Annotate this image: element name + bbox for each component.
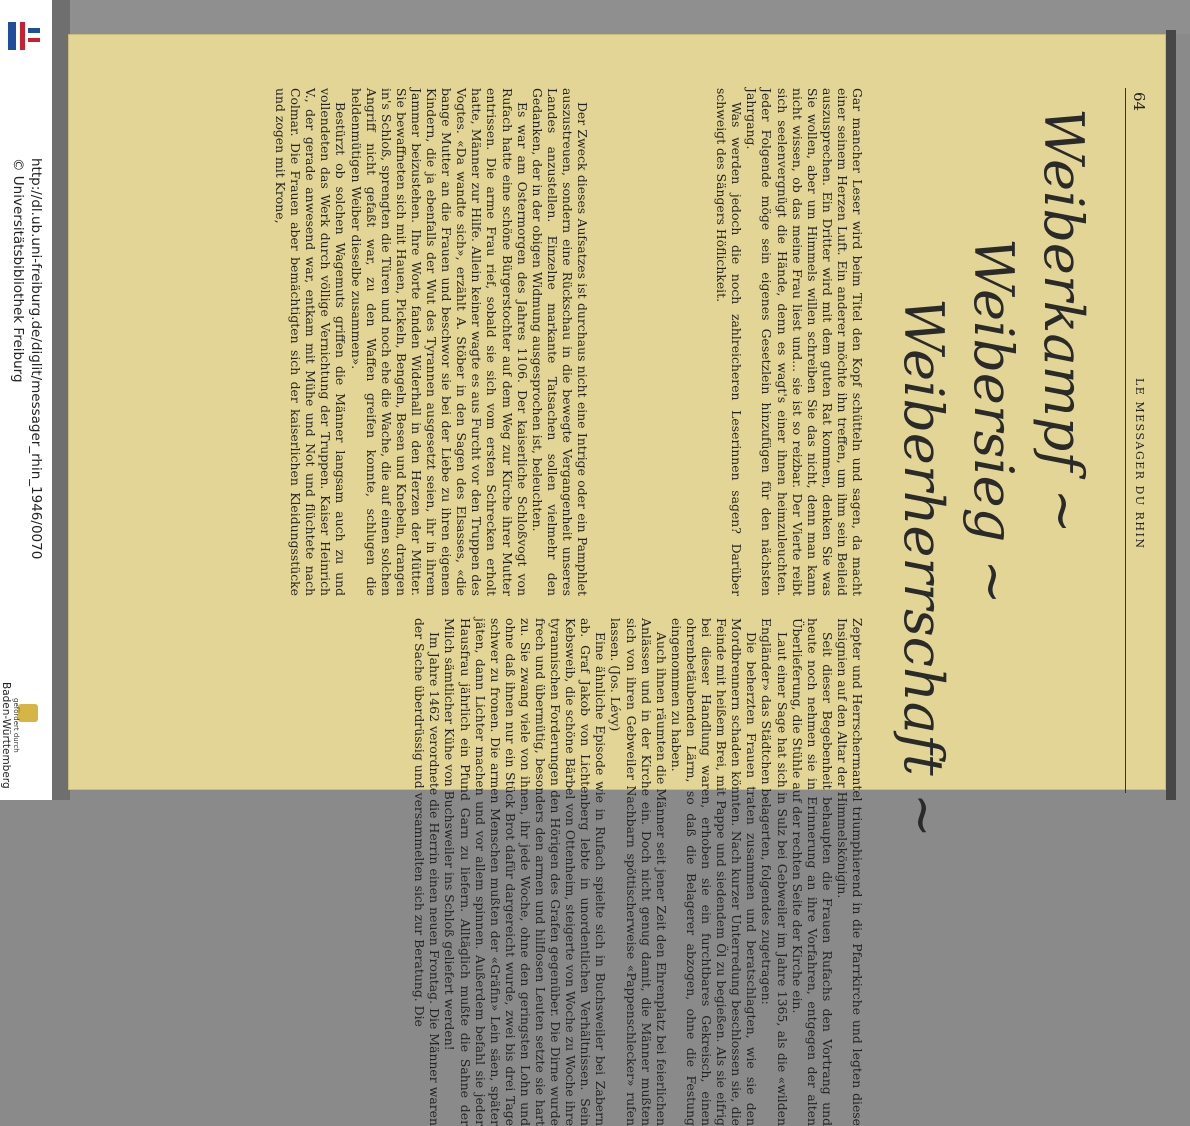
- paragraph: Was werden jedoch die noch zahlreicheren Leserinnen sagen? Darüber schweigt des Sängers Höflichkeit.: [714, 88, 745, 596]
- page-number: 64: [1130, 92, 1148, 112]
- page-edge-shadow: [1166, 30, 1176, 800]
- paragraph: Bestürzt ob solchen Wagemuts griffen die Männer langsam auch zu und vollendeten das Werk durch völlige Vernichtung der Truppen. Kaiser Heinrich V., der gerade anwesend war, entkam mit Mühe und Not und flüchtete nach Colmar. Die Frauen aber bemächtigten sich der kaiserlichen Kleidungsstücke und zogen mit Krone,: [273, 88, 349, 596]
- funding-state-name: Baden-Württemberg: [0, 682, 12, 789]
- source-url-link[interactable]: http://dl.ub.uni-freiburg.de/diglit/messager_rhin_1946/0070: [28, 158, 44, 560]
- paragraph: Der Zweck dieses Aufsatzes ist durchaus nicht eine Intrige oder ein Pamphlet auszustreuen, sondern eine Rückschau in die bewegte Vergangenheit unseres Landes anzustellen. Einzelne markante Tatsachen sollen vielmehr den Gedanken, der in der obigen Widmung ausgesprochen ist, beleuchten.: [529, 88, 590, 596]
- paragraph: Auch ihnen räumten die Männer seit jener Zeit den Ehrenplatz bei feierlichen Anlässen und in der Kirche ein. Doch nicht genug damit, die Männer mußten sich von ihren Gebweiler Nachbarn spöttischerweise «Pappenschlecker» rufen lassen. (Jos. Lévy): [608, 618, 669, 1126]
- running-header: [1125, 88, 1150, 793]
- text-column-3: [412, 618, 865, 1126]
- viewer-sidebar: [0, 0, 52, 800]
- paragraph: Laut einer Sage hat sich in Sulz bei Gebweiler im Jahre 1365, als die «wilden Engländer» das Städtchen belagerten, folgendes zugetragen:: [759, 618, 790, 1126]
- state-crest-icon: [18, 704, 38, 722]
- paragraph: Zepter und Herrschermantel triumphierend in die Pfarrkirche und legten diese Insignien auf den Altar der Himmelskönigin.: [834, 618, 865, 1126]
- text-column-1: [714, 88, 865, 596]
- paragraph: Seit dieser Begebenheit behaupten die Frauen Rufachs den Vortrang und heute noch nehmen sie in Erinnerung an ihre Vorfahren, entgegen der alten Überlieferung, die Stühle auf der rechten Seite der Kirche ein.: [789, 618, 835, 1126]
- paragraph: Es war am Ostermorgen des Jahres 1106. Der kaiserliche Schloßvogt von Rufach hatte eine schöne Bürgerstochter auf dem Weg zur Kirche ihrer Mutter entrissen. Die arme Frau rief, sobald sie sich vom ersten Schrecken erholt hatte, Männer zur Hilfe. Allein keiner wagte es aus Furcht vor den Truppen des Vogtes. «Da wandte sich», erzählt A. Stöber in den Sagen des Elsasses, «die bange Mutter an die Frauen und beschwor sie bei der Liebe zu ihren eigenen Kindern, die ja ebenfalls der Wut des Tyrannen ausgesetzt seien, ihr in ihrem Jammer beizustehen. Ihre Worte fanden Widerhall in den Herzen der Mütter. Sie bewaffneten sich mit Hauen, Pickeln, Bengeln, Besen und Knebeln, drangen in's Schloß, sprengten die Türen und noch ehe die Wache, die auf einen solchen Angriff nicht gefaßt war, zu den Waffen greifen konnte, schlugen die heldenmütigen Weiber dieselbe zusammen».: [348, 88, 530, 596]
- scanner-background-top: [52, 0, 1190, 34]
- library-logo-icon[interactable]: [2, 22, 40, 50]
- article-title-line-2: Weibersieg ~: [962, 238, 1025, 605]
- copyright-text: © Universitätsbibliothek Freiburg: [10, 158, 26, 383]
- paragraph: Eine ähnliche Episode wie in Rufach spielte sich in Buchsweiler bei Zabern ab. Graf Jakob von Lichtenberg lebte in unordentlichen Verhältnissen. Sein Kebsweib, die schöne Bärbel von Ottenheim, steigerte von Woche zu Woche ihre tyrannischen Forderungen den Hörigen des Grafen gegenüber. Die Dirne wurde frech und übermütig, besonders den armen und hilflosen Leuten setzte sie hart zu. Sie zwang viele von ihnen, ihr jede Woche, ohne den geringsten Lohn und ohne daß ihnen nur ein Stück Brot dafür dargereicht wurde, zwei bis drei Tage schwer zu fronen. Die armen Menschen mußten der «Gräfin» Lein säen, später jäten, dann Lichter machen und vor allem spinnen. Außerdem befahl sie jeder Hausfrau jährlich ein Pfund Garn zu liefern. Alltäglich mußte die Sahne der Milch sämtlicher Kühe von Buchsweiler ins Schloß geliefert werden!: [442, 618, 609, 1126]
- article-title-line-1: Weiberkampf ~: [1032, 108, 1095, 534]
- journal-title: LE MESSAGER DU RHIN: [1133, 378, 1146, 550]
- funding-label: gefördert durch: [12, 698, 20, 753]
- text-column-2: [273, 88, 590, 596]
- article-title-line-3: Weiberherrschaft ~: [892, 298, 955, 839]
- paragraph: Die beherzten Frauen traten zusammen und beratschlagten, wie sie den Mordbrennern schaden könnten. Nach kurzer Unterredung beschlossen sie, die Feinde mit heißem Brei, mit Pappe und siedendem Öl zu begießen. Als sie eifrig bei dieser Handlung waren, erhoben sie ein furchtbares Gekreisch, einen ohrenbetäubenden Lärm, so daß die Belagerer abzogen, ohne die Festung eingenommen zu haben.: [668, 618, 760, 1126]
- paragraph: Gar mancher Leser wird beim Titel den Kopf schütteln und sagen, da macht einer seinem Herzen Luft. Ein anderer möchte ihn treffen, um ihm sein Beileid auszusprechen. Ein Dritter wird mit dem guten Rat kommen, denken Sie was Sie wollen, aber um Himmels willen schreiben Sie das nicht, denn man kann nicht wissen, ob das meine Frau liest und... sie ist so reizbar. Der Vierte reibt sich seelenvergnügt die Hände, denn es wagt's einer ihnen heimzuleuchten. Jeder Folgende möge sein eigenes Gesetzlein hinzufügen für den nächsten Jahrgang.: [744, 88, 865, 596]
- paragraph: Im Jahre 1462 verordnete die Herrin einen neuen Frontag. Die Männer waren der Sache überdrüssig und versammelten sich zur Beratung. Die: [412, 618, 443, 1126]
- page-content: [90, 88, 1150, 1126]
